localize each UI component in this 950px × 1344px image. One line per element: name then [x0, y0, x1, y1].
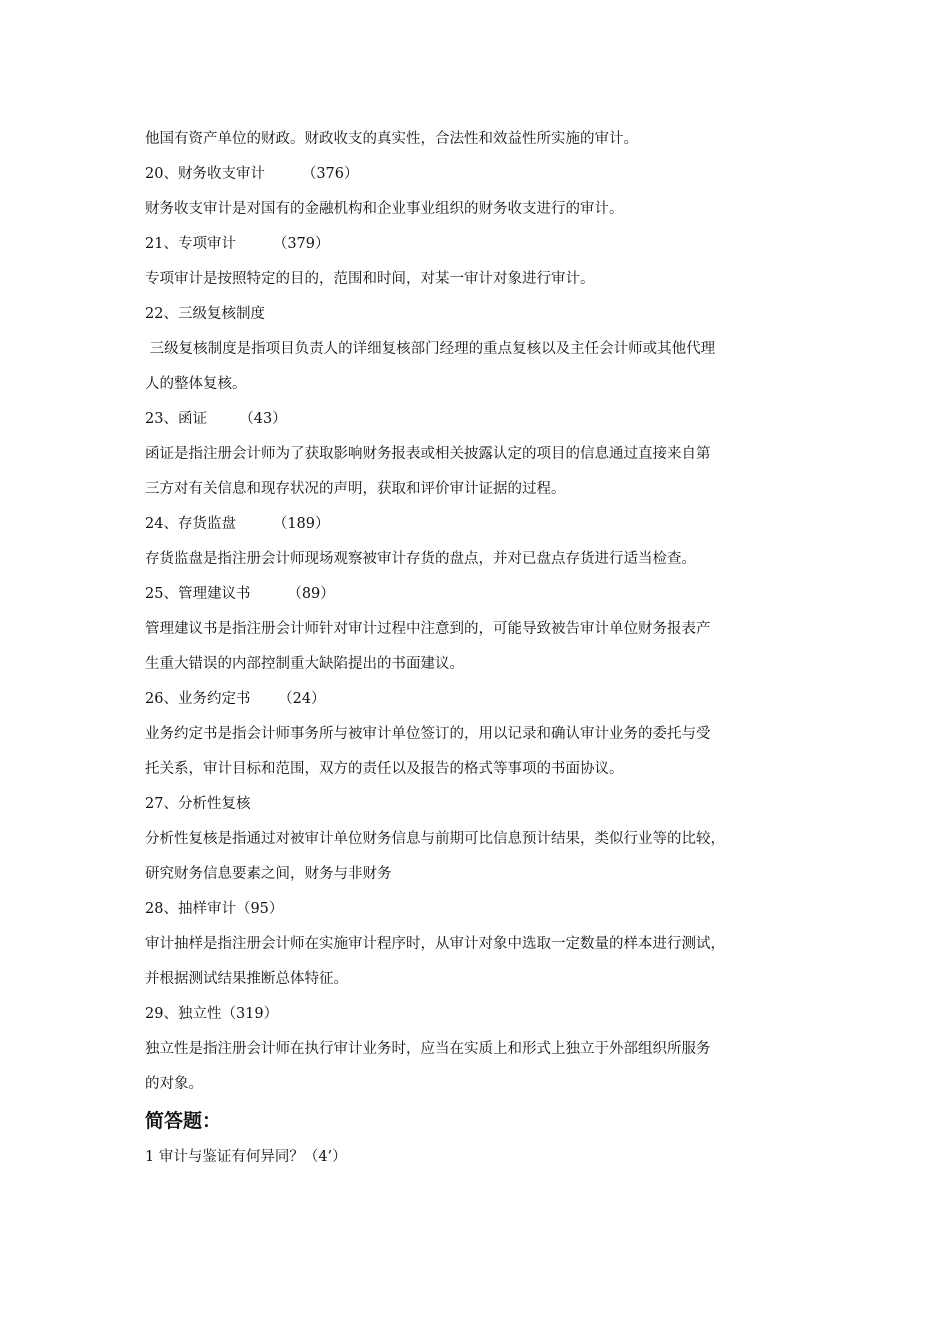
- paragraph-line: 研究财务信息要素之间，财务与非财务: [145, 866, 392, 882]
- paragraph-line: 财务收支审计是对国有的金融机构和企业事业组织的财务收支进行的审计。: [145, 201, 624, 217]
- term-heading: 26、业务约定书 （24）: [145, 691, 326, 707]
- question-item: 1 审计与鉴证有何异同？（4’）: [145, 1149, 347, 1165]
- paragraph-line: 审计抽样是指注册会计师在实施审计程序时，从审计对象中选取一定数量的样本进行测试，: [145, 936, 725, 952]
- paragraph-line: 他国有资产单位的财政。财政收支的真实性，合法性和效益性所实施的审计。: [145, 131, 638, 147]
- paragraph-line: 业务约定书是指会计师事务所与被审计单位签订的，用以记录和确认审计业务的委托与受: [145, 726, 711, 742]
- paragraph-line: 独立性是指注册会计师在执行审计业务时，应当在实质上和形式上独立于外部组织所服务: [145, 1041, 711, 1057]
- paragraph-line: 人的整体复核。: [145, 376, 247, 392]
- paragraph-line: 专项审计是按照特定的目的，范围和时间，对某一审计对象进行审计。: [145, 271, 595, 287]
- term-heading: 25、管理建议书 （89）: [145, 586, 335, 602]
- paragraph-line: 函证是指注册会计师为了获取影响财务报表或相关披露认定的项目的信息通过直接来自第: [145, 446, 711, 462]
- paragraph-line: 三级复核制度是指项目负责人的详细复核部门经理的重点复核以及主任会计师或其他代理: [145, 341, 716, 357]
- term-heading: 22、三级复核制度: [145, 306, 265, 322]
- paragraph-line: 管理建议书是指注册会计师针对审计过程中注意到的，可能导致被告审计单位财务报表产: [145, 621, 711, 637]
- paragraph-line: 并根据测试结果推断总体特征。: [145, 971, 348, 987]
- paragraph-line: 的对象。: [145, 1076, 203, 1092]
- term-heading: 21、专项审计 （379）: [145, 236, 330, 252]
- paragraph-line: 分析性复核是指通过对被审计单位财务信息与前期可比信息预计结果，类似行业等的比较，: [145, 831, 725, 847]
- term-heading: 23、函证 （43）: [145, 411, 287, 427]
- term-heading: 29、独立性（319）: [145, 1006, 279, 1022]
- term-heading: 27、分析性复核: [145, 796, 251, 812]
- document-body: [145, 122, 810, 1175]
- term-heading: 24、存货监盘 （189）: [145, 516, 330, 532]
- section-heading: 简答题：: [145, 1110, 222, 1132]
- term-heading: 28、抽样审计（95）: [145, 901, 284, 917]
- term-heading: 20、财务收支审计 （376）: [145, 166, 359, 182]
- paragraph-line: 三方对有关信息和现存状况的声明，获取和评价审计证据的过程。: [145, 481, 566, 497]
- paragraph-line: 生重大错误的内部控制重大缺陷提出的书面建议。: [145, 656, 464, 672]
- paragraph-line: 存货监盘是指注册会计师现场观察被审计存货的盘点，并对已盘点存货进行适当检查。: [145, 551, 696, 567]
- paragraph-line: 托关系，审计目标和范围，双方的责任以及报告的格式等事项的书面协议。: [145, 761, 624, 777]
